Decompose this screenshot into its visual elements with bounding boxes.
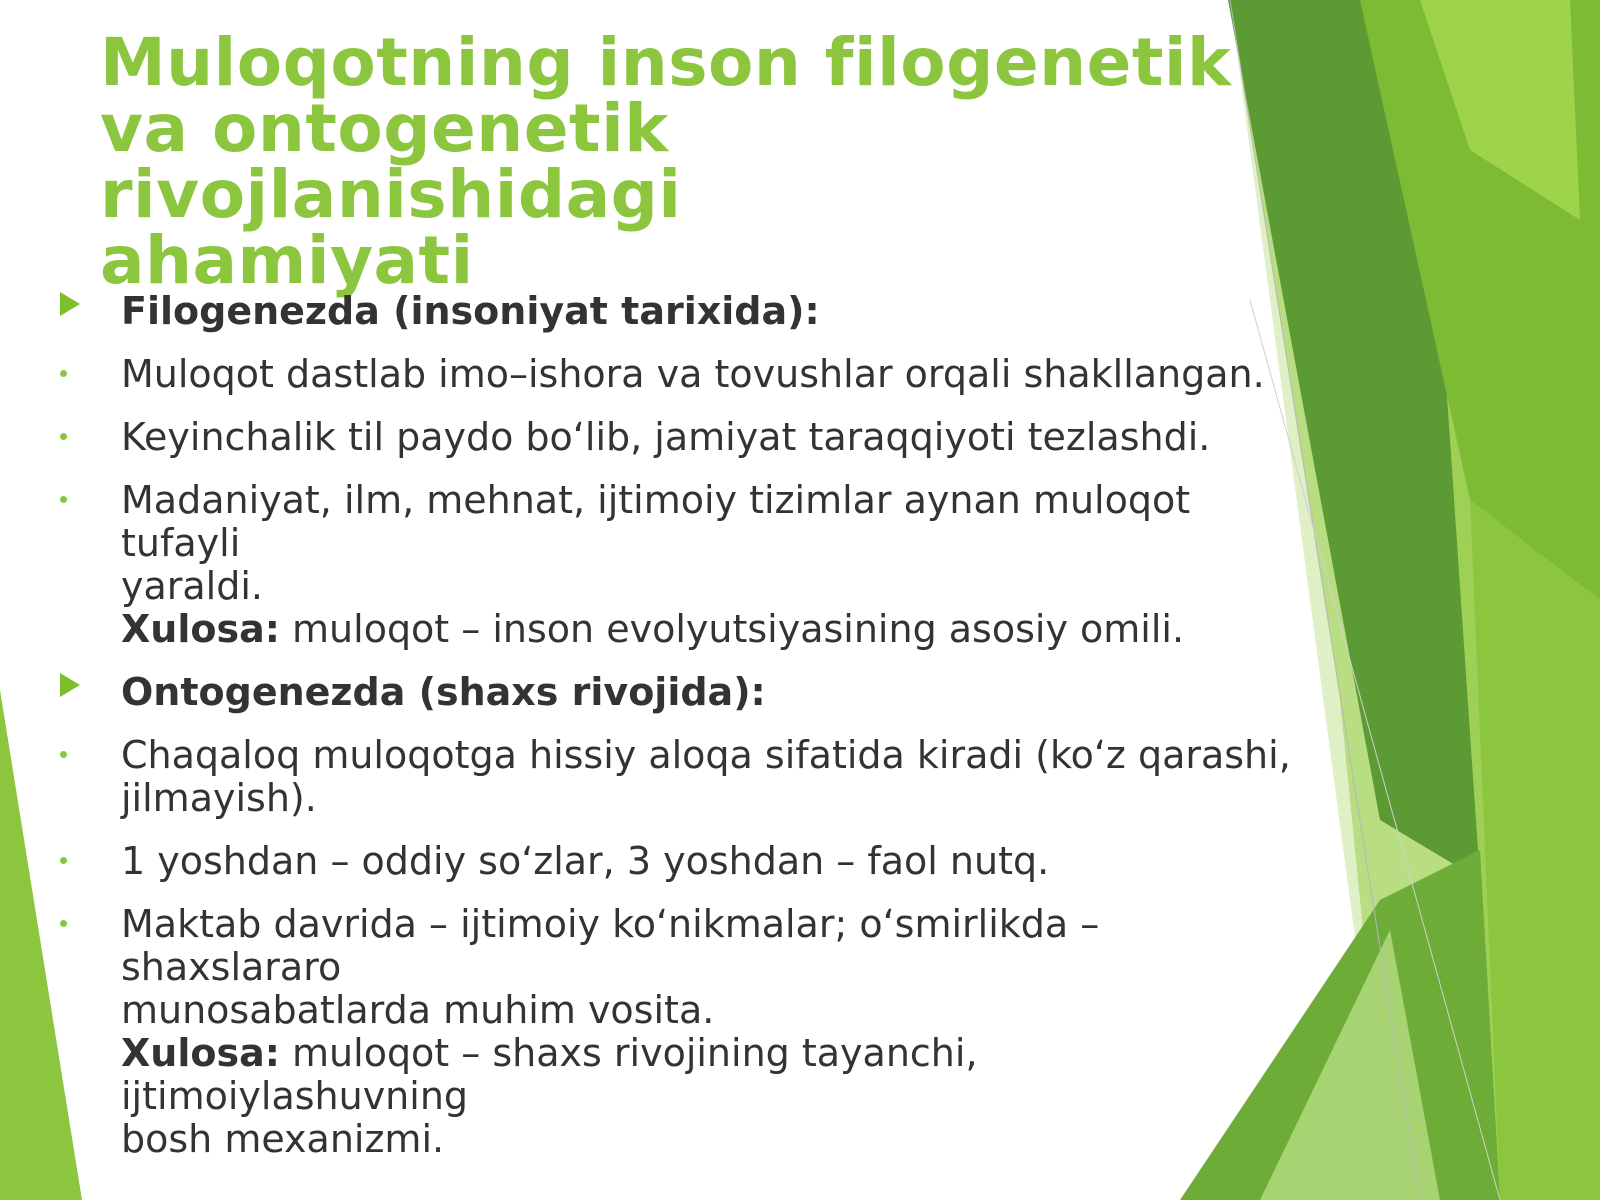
bullet-dot-icon: [60, 433, 67, 440]
bullet-dot-icon: [60, 920, 67, 927]
heading-text: Filogenezda (insoniyat tarixida):: [121, 289, 820, 333]
conclusion: [121, 608, 1320, 651]
list-item: [60, 353, 1320, 396]
conclusion-text: muloqot – inson evolyutsiyasining asosiy omili.: [279, 607, 1185, 651]
section-heading-ontogenez: [60, 671, 1320, 714]
bullet-dot-icon: [60, 370, 67, 377]
item-text: yaraldi.: [121, 564, 263, 608]
conclusion-text: muloqot – shaxs rivojining tayanchi, ijtimoiylashuvning: [121, 1031, 978, 1118]
title-line: ahamiyati: [100, 222, 474, 299]
list-item: [60, 416, 1320, 459]
conclusion: [121, 1032, 1320, 1118]
bullet-dot-icon: [60, 751, 67, 758]
item-text: munosabatlarda muhim vosita.: [121, 988, 715, 1032]
item-text: Maktab davrida – ijtimoiy ko‘nikmalar; o‘smirlikda – shaxslararo: [121, 902, 1100, 989]
title-line: va ontogenetik rivojlanishidagi: [100, 90, 682, 233]
bullet-dot-icon: [60, 857, 67, 864]
arrow-bullet-icon: [60, 292, 80, 316]
list-item: [60, 734, 1320, 820]
arrow-bullet-icon: [60, 673, 80, 697]
heading-text: Ontogenezda (shaxs rivojida):: [121, 670, 766, 714]
conclusion-label: Xulosa:: [121, 607, 280, 651]
list-item: [60, 479, 1320, 651]
slide-title: [100, 24, 1250, 299]
bullet-dot-icon: [60, 496, 67, 503]
item-text: jilmayish).: [121, 776, 317, 820]
item-text: Keyinchalik til paydo bo‘lib, jamiyat taraqqiyoti tezlashdi.: [121, 415, 1211, 459]
slide-content: [60, 290, 1320, 1181]
item-text: Madaniyat, ilm, mehnat, ijtimoiy tizimlar aynan muloqot tufayli: [121, 478, 1191, 565]
item-text: 1 yoshdan – oddiy so‘zlar, 3 yoshdan – faol nutq.: [121, 839, 1050, 883]
title-line: Muloqotning inson filogenetik: [100, 24, 1232, 101]
item-text: Muloqot dastlab imo–ishora va tovushlar orqali shakllangan.: [121, 352, 1265, 396]
list-item: [60, 903, 1320, 1161]
conclusion-text: bosh mexanizmi.: [121, 1117, 445, 1161]
section-heading-filogenez: [60, 290, 1320, 333]
conclusion-label: Xulosa:: [121, 1031, 280, 1075]
list-item: [60, 840, 1320, 883]
item-text: Chaqaloq muloqotga hissiy aloqa sifatida kiradi (ko‘z qarashi,: [121, 733, 1291, 777]
